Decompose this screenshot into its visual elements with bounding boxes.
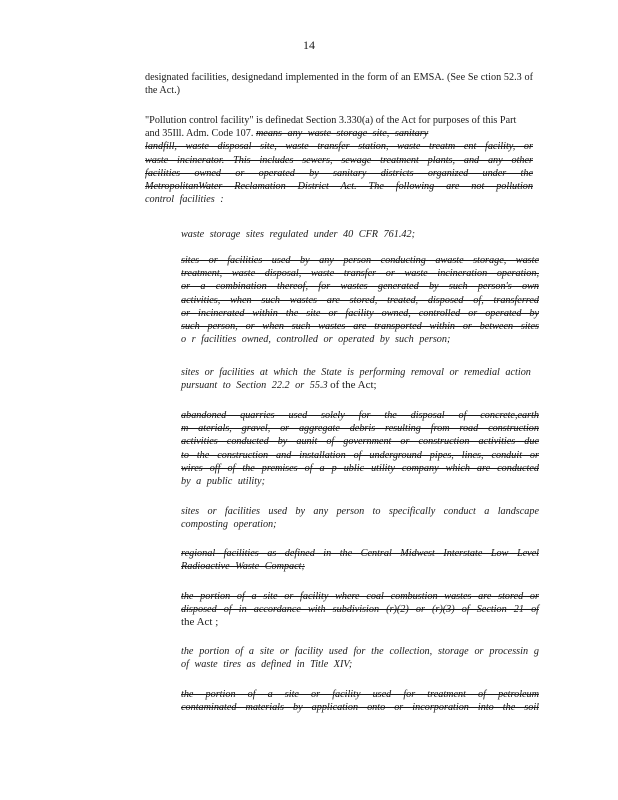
exclusion-item	[181, 590, 539, 630]
struck-line: such person, or when such wastes are transported within or between sites	[181, 321, 539, 333]
struck-line: waste incinerator. This includes sewers, sewage treatment plants, and any other	[145, 154, 533, 166]
exclusion-item	[181, 547, 539, 573]
exclusion-item	[181, 254, 539, 346]
exclusion-item: sites or facilities used by any person to specifically conduct a landscape composting operation;	[181, 506, 539, 531]
struck-line: the portion of a site or facility where coal combustion wastes are stored or	[181, 591, 539, 602]
page-number: 14	[303, 38, 315, 52]
struck-line: wires off of the premises of a p ublic utility company which are conducted	[181, 462, 539, 474]
struck-line: to the construction and installation of underground pipes, lines, conduit or	[181, 449, 539, 461]
struck-line: facilities owned or operated by sanitary districts organized under the	[145, 167, 533, 179]
exclusion-item	[181, 688, 539, 714]
struck-line: m aterials, gravel, or aggregate debris resulting from road construction	[181, 423, 539, 435]
struck-line: sites or facilities used by any person conducting awaste storage, waste	[181, 255, 539, 266]
struck-line: contaminated materials by application onto or incorporation into the soil	[181, 702, 539, 714]
struck-line: regional facilities as defined in the Central Midwest Interstate Low Level	[181, 548, 539, 559]
definition-paragraph	[145, 114, 533, 206]
struck-line: Radioactive Waste Compact;	[181, 561, 305, 573]
definition-struck-block	[145, 140, 533, 206]
struck-line: activities conducted by aunit of government or construction activities due	[181, 436, 539, 448]
struck-line: treatment, waste disposal, waste transfer or waste incineration operation,	[181, 268, 539, 280]
exclusion-item	[181, 366, 539, 392]
intro-paragraph: designated facilities, designedand implemented in the form of an EMSA. (See Se ction 52.3 of the Act.)	[145, 72, 533, 97]
exclusion-item: the portion of a site or facility used for the collection, storage or processin g of waste tires as defined in Title XIV;	[181, 646, 539, 671]
item-tail: of the Act;	[330, 379, 377, 392]
struck-line: MetropolitanWater Reclamation District Act. The following are not pollution	[145, 181, 533, 193]
struck-line: or incinerated within the site or facility owned, controlled or operated by	[181, 307, 539, 319]
item-text: sites or facilities at which the State is performing removal or remedial action pursuant to Section 22.2 or 55.3	[181, 367, 531, 392]
struck-line: or a combination thereof, for wastes generated by such person's own	[181, 281, 539, 293]
struck-line: the portion of a site or facility used for treatment of petroleum	[181, 689, 539, 700]
definition-tail: control facilities :	[145, 194, 224, 206]
struck-line: disposed of in accordance with subdivision (r)(2) or (r)(3) of Section 21 of	[181, 604, 539, 616]
item-tail: by a public utility;	[181, 476, 265, 488]
struck-line: abandoned quarries used solely for the disposal of concrete,earth	[181, 410, 539, 421]
struck-line: activities, when such wastes are stored, treated, disposed of, transferred	[181, 294, 539, 306]
exclusion-item: waste storage sites regulated under 40 CFR 761.42;	[181, 229, 415, 240]
item-tail: the Act ;	[181, 616, 219, 629]
struck-line: landfill, waste disposal site, waste transfer station, waste treatm ent facility, or	[145, 141, 533, 153]
struck-line: means any waste storage site, sanitary	[255, 128, 429, 140]
definition-lead: "Pollution control facility" is definedat Section 3.330(a) of the Act for purposes of this Part and 35Ill. Adm. Code 107.	[145, 115, 517, 140]
exclusion-item	[181, 409, 539, 488]
item-tail: o r facilities owned, controlled or operated by such person;	[181, 334, 451, 346]
definition-struck-text	[256, 128, 428, 139]
